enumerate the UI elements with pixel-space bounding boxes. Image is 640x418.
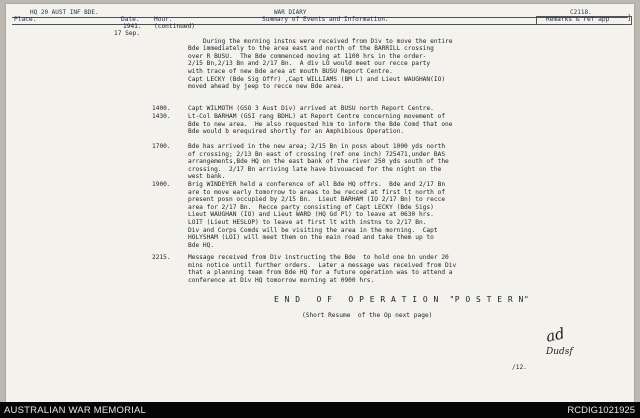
continued-label: (continued) [154, 23, 195, 30]
date-label: 17 Sep. [114, 30, 141, 37]
page-number: /12. [512, 364, 527, 371]
corner-mark: ] [627, 14, 632, 22]
entry-text-2215: Message received from Div instructing the Bde to hold one bn under 20 mins notice until further orders. Later a message was received from Div that a planning team from Bde HQ for a future operation was to attend a conference at Div HQ tomorrow morning at 0900 hrs. [188, 254, 457, 284]
column-header-place: Place. [14, 16, 37, 23]
column-header-date: Date. [121, 16, 140, 23]
sheet-number: C2118. [570, 9, 592, 16]
year-label: 1941. [123, 23, 142, 30]
entry-text-1900: Brig WINDEYER held a conference of all Bde HQ offrs. Bde and 2/17 Bn are to move early tomorrow to areas to be recced at first lt north of present posn occupied by 2/15 Bn. Lieut BARHAM (IO 2/17 Bn) to recce area for 2/17 Bn. Recce party consisting of Capt LECKY (Bde Sigs) Lieut WAUGHAN (IO) and Lieut WARD (HQ Gd Pl) to leave at 0630 hrs. LOIT (Lieut HESLOP) to leave at first lt with instns to 2/17 Bn. Div and Corps Comds will be visiting the area in the morning. Capt HOLYSHAM (LOI) will meet them on the main road and take them up to Bde HQ. [188, 181, 446, 249]
document-page [6, 4, 634, 402]
column-header-summary: Summary of Events and Information. [262, 16, 389, 23]
entry-text: During the morning instns were received from Div to move the entire Bde immediately to the area east and north of the BARRILL crossing over R BUSU. The Bde commenced moving at 1100 hrs in the order- 2/15 Bn,2/13 Bn and 2/17 Bn. A div LO would meet our recce party with trace of new Bde area at mouth BUSU Report Centre. Capt LECKY (Bde Sig Offr) ,Capt WILLIAMS (BM L) and Lieut WAUGHAN(IO) moved ahead by jeep to recce new Bde area. [188, 37, 453, 91]
entry-time-1400: 1400. [152, 105, 171, 112]
entry-time-2215: 2215. [152, 254, 171, 261]
column-header-hour: Hour. [154, 16, 173, 23]
entry-text-1430: Lt-Col BARHAM (GSI rang BDHL) at Report Centre concerning movement of Bde to new area. He also requested him to inform the Bde Comd that one Bde would b erequired shortly for an Amphibious Operation. [188, 113, 453, 136]
entry-time-1430: 1430. [152, 113, 171, 120]
diary-title: WAR DIARY [274, 9, 307, 16]
entry-time-1900: 1900. [152, 181, 171, 188]
handwritten-initials: ad [544, 324, 567, 346]
archive-name: AUSTRALIAN WAR MEMORIAL [4, 405, 147, 416]
footer-bar [0, 402, 640, 418]
entry-time-1700: 1700. [152, 143, 171, 150]
column-header-remarks: Remarks & ref app [546, 16, 610, 23]
entry-text-1700: Bde has arrived in the new area; 2/15 Bn in posn about 1000 yds north of crossing; 2/13 Bn east of crossing (ref one inch) 725471,under BAS arrangements,Bde HQ on the east bank of the river 250 yds south of the crossing. 2/17 Bn arriving late have bivouaced for the night on the west bank. [188, 143, 449, 181]
header-rule-bottom [12, 24, 628, 25]
end-of-operation-title: E N D O F O P E R A T I O N "P O S T E R N" [274, 295, 530, 304]
handwritten-signature: Dudsf [546, 347, 573, 357]
summary-note: (Short Resume of the Op next page) [302, 312, 433, 319]
formation-label: HQ 20 AUST INF BDE. [30, 9, 99, 16]
entry-morning [188, 30, 453, 98]
document-reference: RCDIG1021925 [567, 405, 635, 416]
entry-text-1400: Capt WILMOTH (GSO 3 Aust Div) arrived at BUSU north Report Centre. [188, 105, 434, 112]
